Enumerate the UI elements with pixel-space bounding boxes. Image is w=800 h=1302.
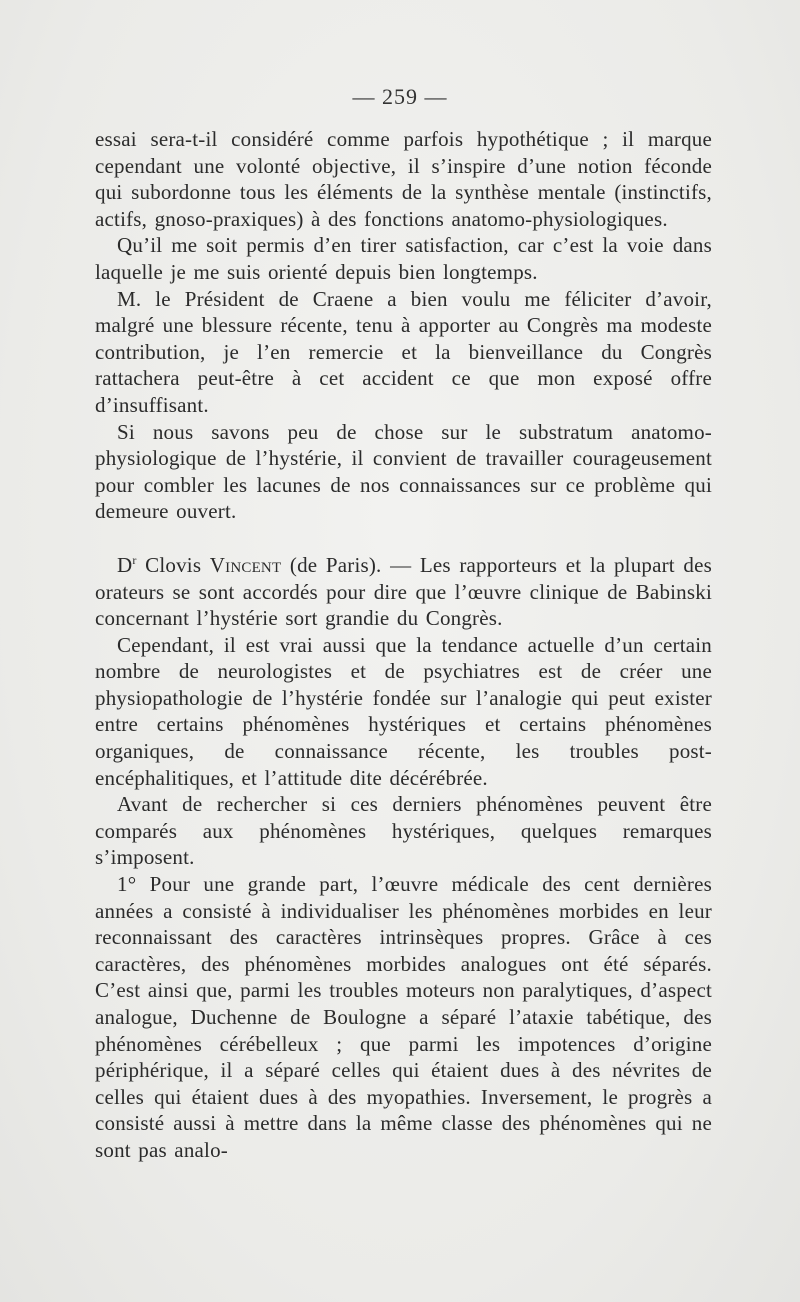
paragraph: Avant de rechercher si ces derniers phénomènes peuvent être comparés aux phénomènes hystériques, quelques remarques s’imposent. [95, 792, 712, 870]
page-number: — 259 — [352, 84, 448, 109]
paragraph: Cependant, il est vrai aussi que la tendance actuelle d’un certain nombre de neurologistes et de psychiatres est de créer une physiopathologie de l’hystérie fondée sur l’analogie qui peut exister entre certains phénomènes hystériques et certains phénomènes organiques, de connaissance récente, les troubles post-encéphalitiques, et l’attitude dite décérébrée. [95, 632, 712, 790]
speaker-title-superscript: r [132, 552, 137, 567]
speaker-firstname: Clovis [136, 552, 210, 577]
paragraph: 1° Pour une grande part, l’œuvre médicale des cent dernières années a consisté à individualiser les phénomènes morbides en leur reconnaissant des caractères intrinsèques propres. Grâce à ces caractères, des phénomènes morbides analogues ont été séparés. C’est ainsi que, parmi les troubles moteurs non paralytiques, d’aspect analogue, Duchenne de Boulogne a séparé l’ataxie tabétique, des phénomènes cérébelleux ; que parmi les impotences d’origine périphérique, il a séparé celles qui étaient dues à des névrites de celles qui étaient dues à des myopathies. Inversement, le progrès a consisté aussi à mettre dans la même classe des phénomènes qui ne sont pas analo- [95, 872, 712, 1162]
speaker-remarks: (de Paris). — Les rapporteurs et la plupart des orateurs se sont accordés pour dire que l’œuvre clinique de Babinski concernant l’hystérie sort grandie du Congrès. [95, 552, 712, 631]
speaker-title: D [117, 552, 133, 577]
body-text [95, 126, 712, 1164]
speaker-paragraph [95, 552, 712, 632]
speaker-surname: Vincent [209, 552, 282, 577]
paragraph-continuation: essai sera-t-il considéré comme parfois hypothétique ; il marque cependant une volonté objective, il s’inspire d’une notion féconde qui subordonne tous les éléments de la synthèse mentale (instinctifs, actifs, gnoso-praxiques) à des fonctions anatomo-physiologiques. [95, 127, 712, 231]
paragraph: Si nous savons peu de chose sur le substratum anatomo-physiologique de l’hystérie, il convient de travailler courageusement pour combler les lacunes de nos connaissances sur ce problème qui demeure ouvert. [95, 419, 712, 524]
paragraph: M. le Président de Craene a bien voulu me féliciter d’avoir, malgré une blessure récente, tenu à apporter au Congrès ma modeste contribution, je l’en remercie et la bienveillance du Congrès rattachera peut-être à cet accident ce que mon exposé offre d’insuffisant. [95, 286, 712, 417]
paragraph: Qu’il me soit permis d’en tirer satisfaction, car c’est la voie dans laquelle je me suis orienté depuis bien longtemps. [95, 233, 712, 284]
